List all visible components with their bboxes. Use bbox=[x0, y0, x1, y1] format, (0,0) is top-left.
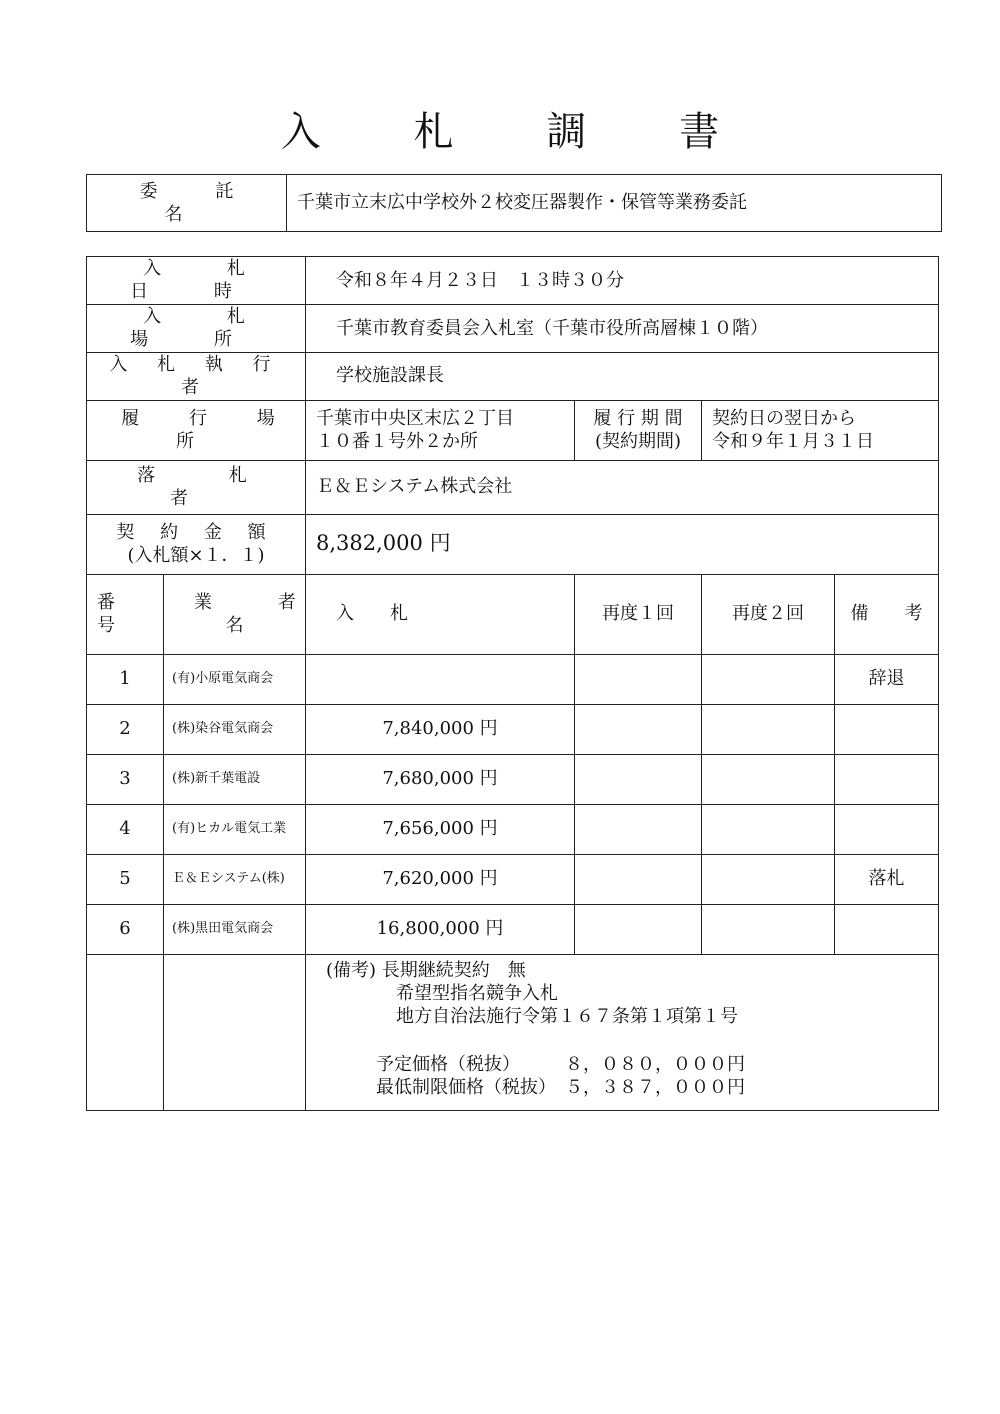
perform-place-value: 千葉市中央区末広２丁目 １０番１号外２か所 bbox=[306, 400, 575, 460]
bid-amount: 7,680,000 円 bbox=[306, 754, 575, 804]
bid-company: (株)染谷電気商会 bbox=[164, 704, 306, 754]
notes bbox=[306, 954, 939, 1110]
header-remarks: 備 考 bbox=[835, 574, 939, 654]
header-company: 業 者 名 bbox=[164, 574, 306, 654]
notes-blank-2 bbox=[164, 954, 306, 1110]
header-no: 番 号 bbox=[87, 574, 164, 654]
commission-label: 委 託 名 bbox=[87, 175, 287, 232]
place-label: 入 札 場 所 bbox=[87, 304, 306, 352]
notes-row bbox=[87, 954, 939, 1110]
bid-re1 bbox=[575, 854, 702, 904]
winner-label: 落 札 者 bbox=[87, 460, 306, 514]
table-row bbox=[87, 704, 939, 754]
header-re1: 再度１回 bbox=[575, 574, 702, 654]
row-executor bbox=[87, 352, 939, 400]
executor-label: 入 札 執 行 者 bbox=[87, 352, 306, 400]
note-line-3: 地方自治法施行令第１６７条第１項第１号 bbox=[396, 1006, 739, 1028]
row-place bbox=[87, 304, 939, 352]
commission-table bbox=[86, 174, 942, 232]
row-winner bbox=[87, 460, 939, 514]
bid-remarks: 辞退 bbox=[835, 654, 939, 704]
note-line-2: 希望型指名競争入札 bbox=[396, 982, 559, 1004]
bid-re1 bbox=[575, 704, 702, 754]
bid-re1 bbox=[575, 904, 702, 954]
bid-amount: 7,840,000 円 bbox=[306, 704, 575, 754]
bid-amount: 16,800,000 円 bbox=[306, 904, 575, 954]
bid-re1 bbox=[575, 754, 702, 804]
row-contract bbox=[87, 514, 939, 574]
bid-table bbox=[86, 256, 939, 1111]
table-row bbox=[87, 804, 939, 854]
executor-value: 学校施設課長 bbox=[306, 352, 939, 400]
bid-company: (有)小原電気商会 bbox=[164, 654, 306, 704]
bid-no: 2 bbox=[87, 704, 164, 754]
row-date bbox=[87, 257, 939, 305]
page-title: 入 札 調 書 bbox=[280, 109, 760, 155]
place-value: 千葉市教育委員会入札室（千葉市役所高層棟１０階） bbox=[306, 304, 939, 352]
contract-label: 契 約 金 額 (入札額×１．１) bbox=[87, 514, 306, 574]
bid-company: (株)新千葉電設 bbox=[164, 754, 306, 804]
bid-remarks bbox=[835, 804, 939, 854]
bid-re2 bbox=[702, 704, 835, 754]
commission-value: 千葉市立末広中学校外２校変圧器製作・保管等業務委託 bbox=[287, 175, 942, 232]
bid-re2 bbox=[702, 754, 835, 804]
bid-company: (有)ヒカル電気工業 bbox=[164, 804, 306, 854]
note-line-5: 最低制限価格（税抜） ５，３８７，０００円 bbox=[376, 1077, 746, 1099]
contract-value: 8,382,000 円 bbox=[306, 514, 939, 574]
bid-remarks bbox=[835, 704, 939, 754]
bid-company: Ｅ＆Ｅシステム(株) bbox=[164, 854, 306, 904]
winner-value: Ｅ＆Ｅシステム株式会社 bbox=[306, 460, 939, 514]
table-row bbox=[87, 904, 939, 954]
bid-re2 bbox=[702, 904, 835, 954]
table-row bbox=[87, 854, 939, 904]
note-line-1: (備考) 長期継続契約 無 bbox=[326, 959, 526, 981]
bid-remarks bbox=[835, 754, 939, 804]
bid-no: 1 bbox=[87, 654, 164, 704]
date-value: 令和８年４月２３日 １３時３０分 bbox=[306, 257, 939, 305]
bid-re2 bbox=[702, 854, 835, 904]
bid-amount bbox=[306, 654, 575, 704]
bid-remarks: 落札 bbox=[835, 854, 939, 904]
date-label: 入 札 日 時 bbox=[87, 257, 306, 305]
table-row bbox=[87, 654, 939, 704]
period-label: 履 行 期 間 (契約期間) bbox=[575, 400, 702, 460]
bid-re2 bbox=[702, 804, 835, 854]
bid-no: 4 bbox=[87, 804, 164, 854]
table-row bbox=[87, 754, 939, 804]
bid-amount: 7,656,000 円 bbox=[306, 804, 575, 854]
bid-re2 bbox=[702, 654, 835, 704]
bid-re1 bbox=[575, 804, 702, 854]
bid-re1 bbox=[575, 654, 702, 704]
bid-no: 6 bbox=[87, 904, 164, 954]
note-line-4: 予定価格（税抜） ８，０８０，０００円 bbox=[376, 1053, 746, 1075]
notes-blank-1 bbox=[87, 954, 164, 1110]
bid-amount: 7,620,000 円 bbox=[306, 854, 575, 904]
header-bid: 入 札 bbox=[306, 574, 575, 654]
bids-header-row bbox=[87, 574, 939, 654]
period-value: 契約日の翌日から 令和９年１月３１日 bbox=[702, 400, 939, 460]
bid-remarks bbox=[835, 904, 939, 954]
bid-company: (株)黒田電気商会 bbox=[164, 904, 306, 954]
row-perform bbox=[87, 400, 939, 460]
bid-no: 5 bbox=[87, 854, 164, 904]
bid-no: 3 bbox=[87, 754, 164, 804]
perform-place-label: 履 行 場 所 bbox=[87, 400, 306, 460]
header-re2: 再度２回 bbox=[702, 574, 835, 654]
